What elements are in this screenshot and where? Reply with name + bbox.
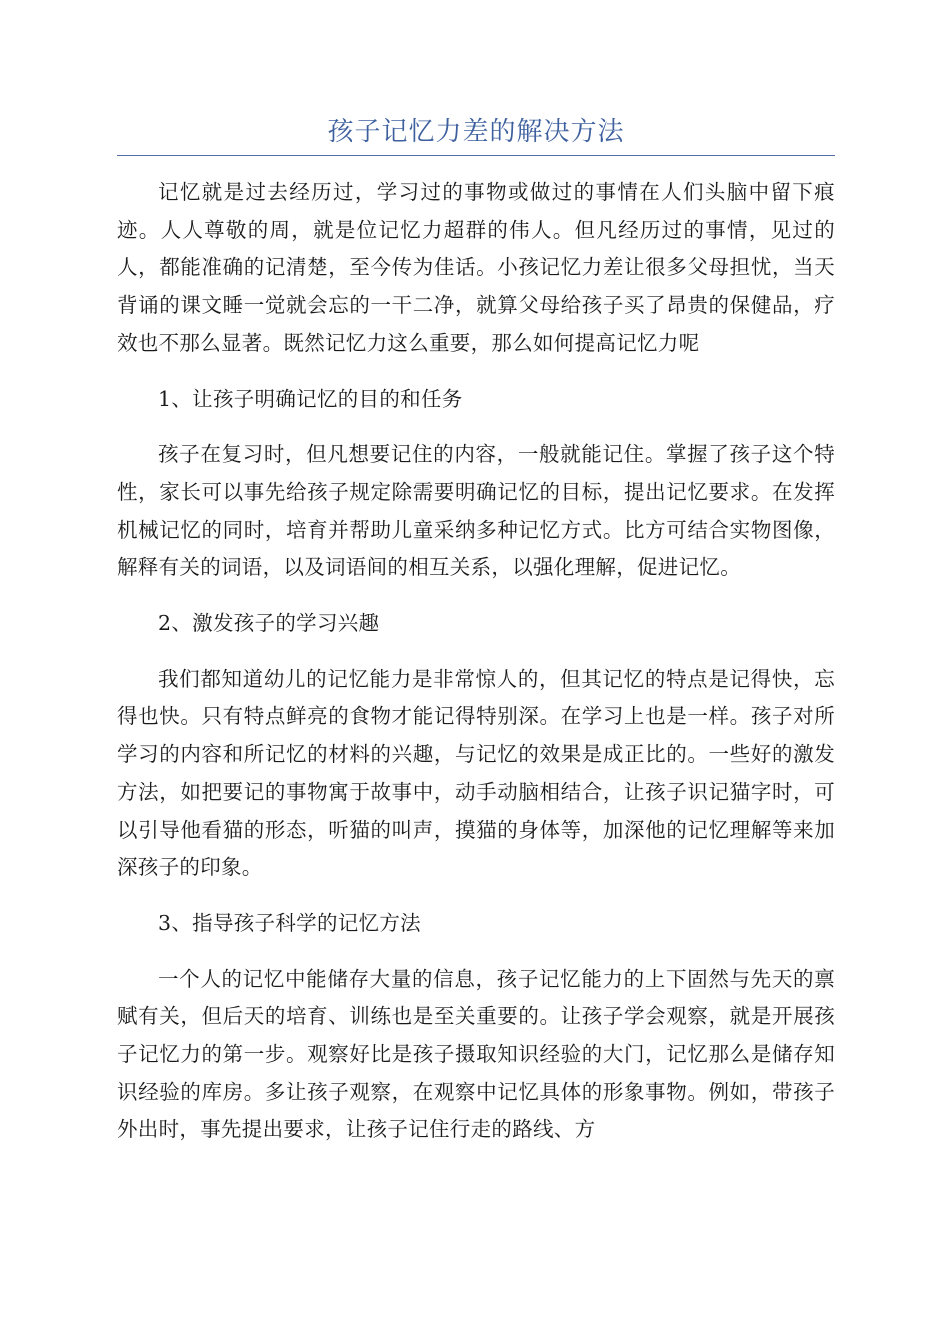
- intro-paragraph: 记忆就是过去经历过，学习过的事物或做过的事情在人们头脑中留下痕迹。人人尊敬的周，就是位记忆力超群的伟人。但凡经历过的事情，见过的人，都能准确的记清楚，至今传为佳话。小孩记忆力差让很多父母担忧，当天背诵的课文睡一觉就会忘的一干二净，就算父母给孩子买了昂贵的保健品，疗效也不那么显著。既然记忆力这么重要，那么如何提高记忆力呢: [117, 180, 835, 355]
- section-heading-2: 2、激发孩子的学习兴趣: [158, 611, 380, 636]
- document-body: [117, 174, 835, 1167]
- title-block: [117, 112, 835, 156]
- section-body-3: 一个人的记忆中能储存大量的信息，孩子记忆能力的上下固然与先天的禀赋有关，但后天的培育、训练也是至关重要的。让孩子学会观察，就是开展孩子记忆力的第一步。观察好比是孩子摄取知识经验的大门，记忆那么是储存知识经验的库房。多让孩子观察，在观察中记忆具体的形象事物。例如，带孩子外出时，事先提出要求，让孩子记住行走的路线、方: [117, 966, 835, 1142]
- section-heading-3: 3、指导孩子科学的记忆方法: [158, 910, 421, 935]
- page-title: 孩子记忆力差的解决方法: [327, 117, 625, 147]
- section-body-1: 孩子在复习时，但凡想要记住的内容，一般就能记住。掌握了孩子这个特性，家长可以事先给孩子规定除需要明确记忆的目标，提出记忆要求。在发挥机械记忆的同时，培育并帮助儿童采纳多种记忆方式。比方可结合实物图像，解释有关的词语，以及词语间的相互关系，以强化理解，促进记忆。: [117, 442, 835, 580]
- section-body-2: 我们都知道幼儿的记忆能力是非常惊人的，但其记忆的特点是记得快，忘得也快。只有特点鲜亮的食物才能记得特别深。在学习上也是一样。孩子对所学习的内容和所记忆的材料的兴趣，与记忆的效果是成正比的。一些好的激发方法，如把要记的事物寓于故事中，动手动脑相结合，让孩子识记猫字时，可以引导他看猫的形态，听猫的叫声，摸猫的身体等，加深他的记忆理解等来加深孩子的印象。: [117, 666, 835, 880]
- section-heading-1: 1、让孩子明确记忆的目的和任务: [158, 386, 463, 411]
